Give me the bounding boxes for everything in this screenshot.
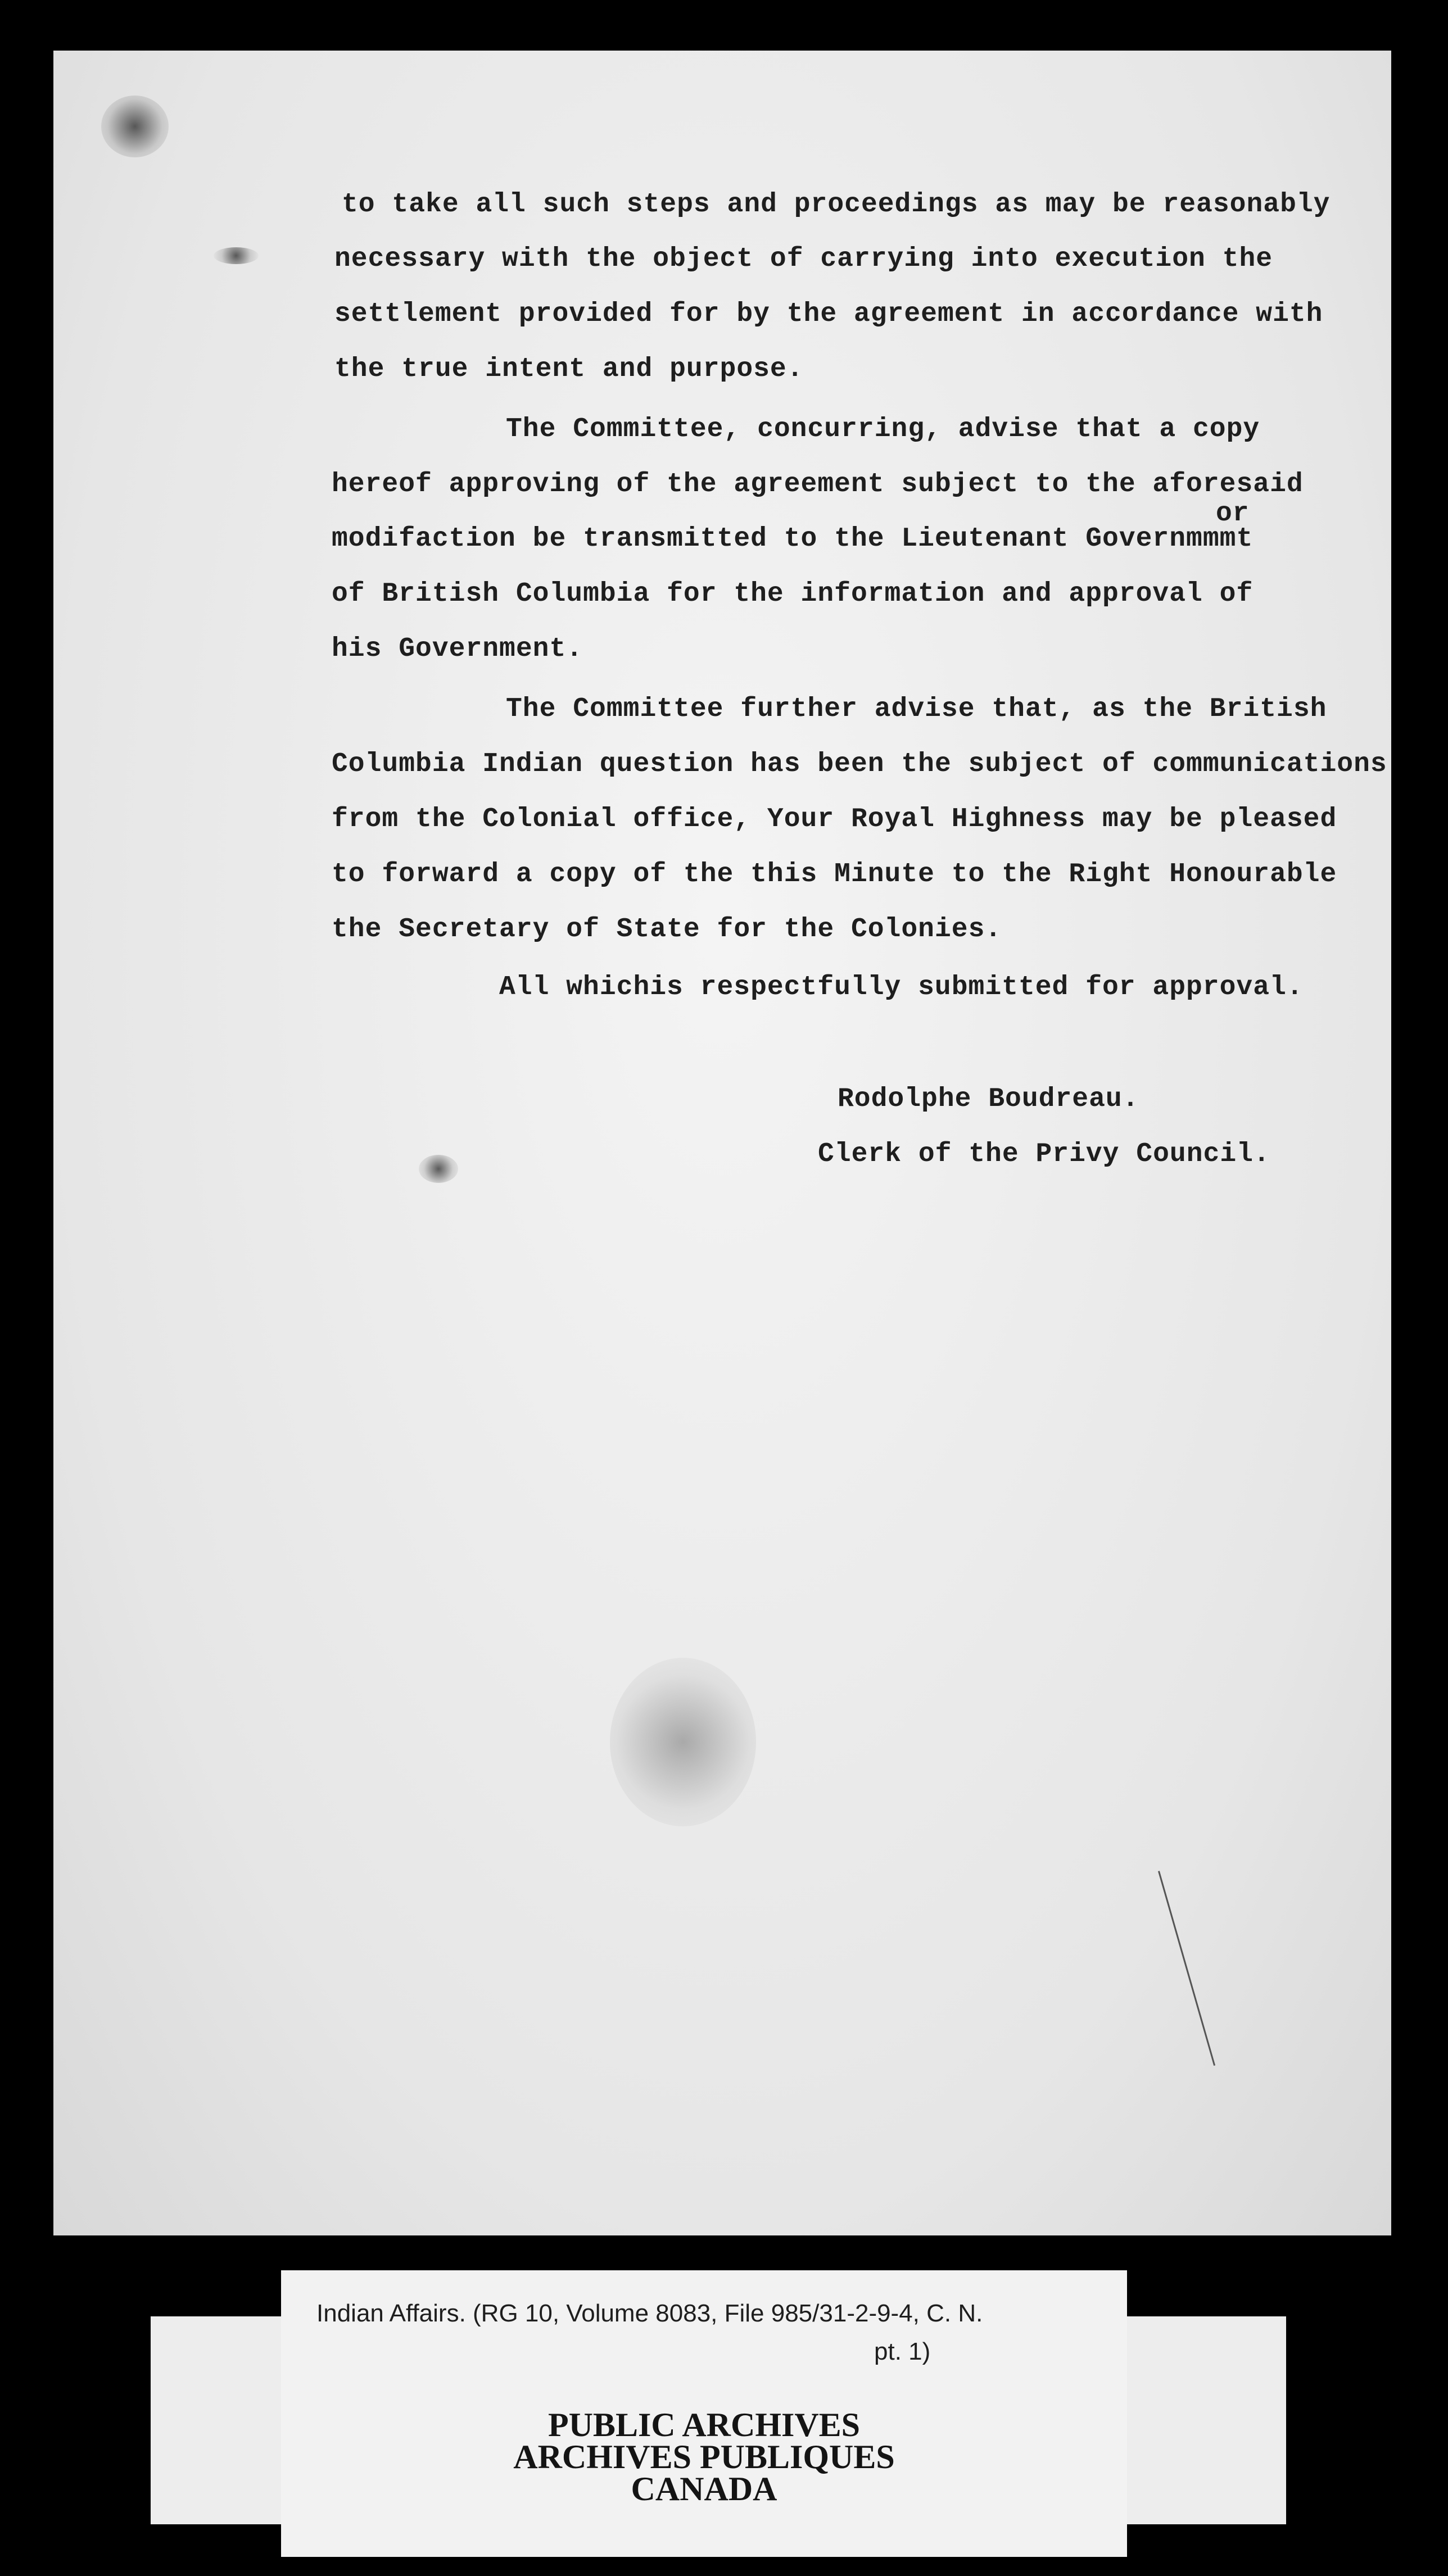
archive-stamp-line-1: PUBLIC ARCHIVES	[547, 2406, 861, 2443]
typed-page	[53, 51, 1391, 2235]
typed-line-2: necessary with the object of carrying into execution the	[334, 244, 1273, 274]
typed-line-15: All whichis respectfully submitted for approval.	[499, 972, 1304, 1003]
typed-line-14: the Secretary of State for the Colonies.	[332, 914, 1002, 945]
typed-line-4: the true intent and purpose.	[334, 354, 804, 384]
paper-scratch	[1158, 1871, 1215, 2066]
typed-line-3: settlement provided for by the agreement in accordance with	[334, 299, 1323, 329]
typed-correction-or: or	[1216, 498, 1250, 529]
typed-line-5: The Committee, concurring, advise that a copy	[506, 414, 1260, 445]
archive-stamp-line-2: ARCHIVES PUBLIQUES	[513, 2438, 895, 2475]
archive-reference-line-2: pt. 1)	[874, 2338, 931, 2365]
typed-line-11: Columbia Indian question has been the subject of communications	[332, 749, 1387, 779]
signature-title: Clerk of the Privy Council.	[818, 1139, 1270, 1169]
archive-reference-line-1: Indian Affairs. (RG 10, Volume 8083, File 985/31-2-9-4, C. N.	[316, 2300, 983, 2327]
dust-patch	[610, 1658, 756, 1826]
ink-mark	[214, 247, 259, 264]
ink-smudge	[101, 96, 169, 157]
typed-line-13: to forward a copy of the this Minute to the Right Honourable	[332, 859, 1337, 890]
typed-line-6: hereof approving of the agreement subject to the aforesaid	[332, 469, 1304, 500]
typed-line-1: to take all such steps and proceedings as may be reasonably	[342, 189, 1331, 220]
typed-line-10: The Committee further advise that, as the British	[506, 694, 1327, 724]
typed-line-12: from the Colonial office, Your Royal Highness may be pleased	[332, 804, 1337, 835]
archive-stamp-line-3: CANADA	[631, 2470, 777, 2507]
typed-line-9: his Government.	[332, 634, 583, 664]
signature-name: Rodolphe Boudreau.	[838, 1084, 1139, 1114]
ink-spot	[419, 1155, 458, 1183]
typed-line-8: of British Columbia for the information and approval of	[332, 579, 1254, 609]
typed-line-7: modifaction be transmitted to the Lieutenant Governmmmt	[332, 524, 1254, 554]
